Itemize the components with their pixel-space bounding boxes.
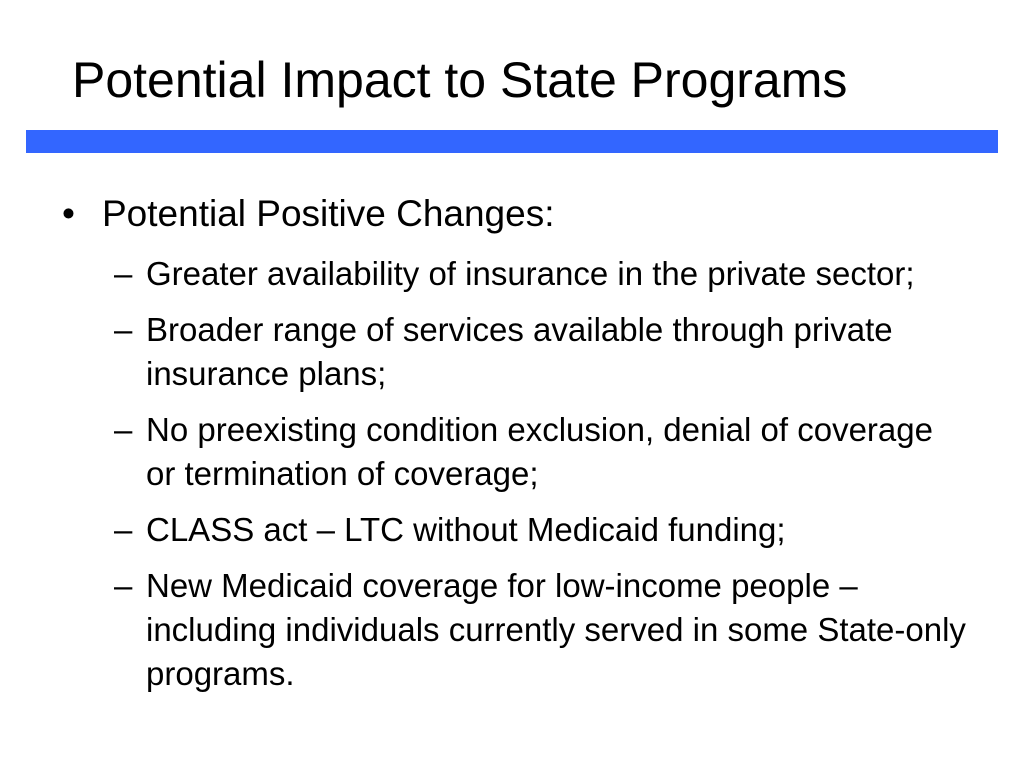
dash-marker: – — [114, 567, 133, 604]
dash-marker: – — [114, 255, 133, 292]
dash-marker: – — [114, 311, 133, 348]
sub-bullet-text: No preexisting condition exclusion, denial of coverage or termination of coverage; — [146, 411, 933, 492]
title-divider-bar — [26, 130, 998, 153]
sub-bullet-item — [114, 252, 994, 296]
sub-bullet-text: New Medicaid coverage for low-income people – including individuals currently served in some State-only programs. — [146, 567, 966, 692]
sub-bullet-text: Broader range of services available through private insurance plans; — [146, 311, 893, 392]
bullet-marker: • — [62, 193, 75, 234]
slide-title: Potential Impact to State Programs — [72, 52, 848, 108]
sub-bullet-text: Greater availability of insurance in the private sector; — [146, 255, 915, 292]
sub-bullet-item — [114, 308, 994, 396]
sub-bullet-item — [114, 508, 994, 552]
bullet-text: Potential Positive Changes: — [102, 193, 555, 234]
sub-bullet-item — [114, 564, 994, 696]
dash-marker: – — [114, 411, 133, 448]
sub-bullet-item — [114, 408, 994, 496]
sub-bullet-list — [114, 252, 994, 708]
sub-bullet-text: CLASS act – LTC without Medicaid funding; — [146, 511, 786, 548]
dash-marker: – — [114, 511, 133, 548]
